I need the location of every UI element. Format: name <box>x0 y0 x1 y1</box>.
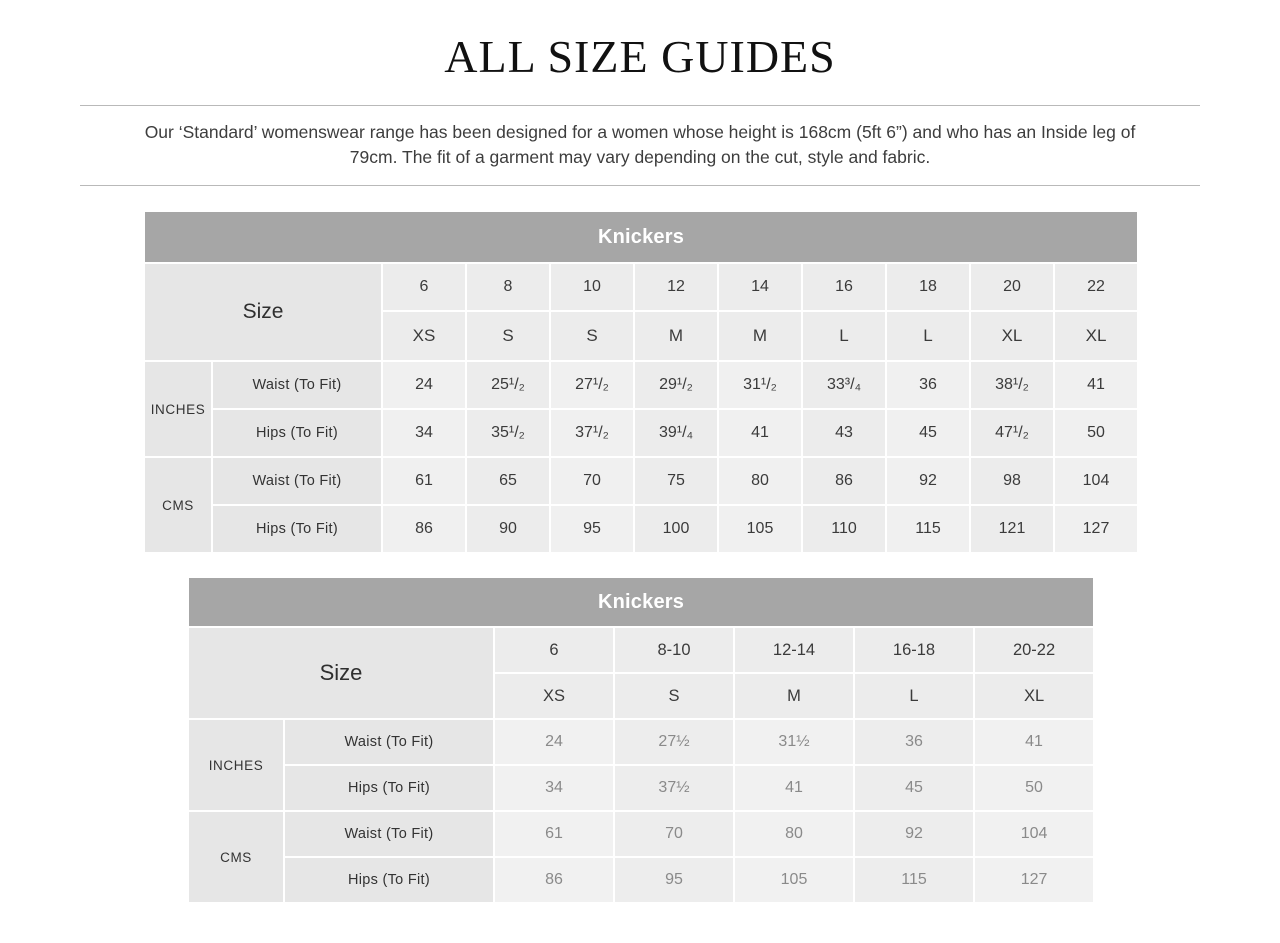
size-guide-page <box>0 32 1280 943</box>
table-2-cell: 115 <box>854 857 974 903</box>
table-1-letter-col: L <box>886 311 970 361</box>
table-1-letter-col: M <box>634 311 718 361</box>
table-1-letter-col: S <box>550 311 634 361</box>
table-1-cell: 86 <box>382 505 466 553</box>
table-1-cell: 121 <box>970 505 1054 553</box>
table-1-cell: 61 <box>382 457 466 505</box>
table-2-cell: 27½ <box>614 719 734 765</box>
table-1-letter-col: XL <box>970 311 1054 361</box>
table-2-unit: INCHES <box>188 719 284 811</box>
table-1-cell: 70 <box>550 457 634 505</box>
table-1-cell: 75 <box>634 457 718 505</box>
table-row <box>188 857 1094 903</box>
table-1-cell: 45 <box>886 409 970 457</box>
table-2-cell: 70 <box>614 811 734 857</box>
size-table-2 <box>187 576 1095 904</box>
table-2-size-col: 16-18 <box>854 627 974 673</box>
table-1-row-label: Waist (To Fit) <box>212 361 382 409</box>
table-1-row-label: Hips (To Fit) <box>212 505 382 553</box>
size-table-1-wrapper <box>143 210 1137 554</box>
table-1-unit: INCHES <box>144 361 212 457</box>
table-1-caption: Knickers <box>144 211 1138 263</box>
table-row <box>188 719 1094 765</box>
size-table-1 <box>143 210 1139 554</box>
table-2-row-label: Hips (To Fit) <box>284 765 494 811</box>
table-1-cell: 29¹/₂ <box>634 361 718 409</box>
table-2-cell: 36 <box>854 719 974 765</box>
table-1-cell: 90 <box>466 505 550 553</box>
table-2-unit: CMS <box>188 811 284 903</box>
table-1-letter-col: L <box>802 311 886 361</box>
table-1-cell: 80 <box>718 457 802 505</box>
table-1-size-label: Size <box>144 263 382 361</box>
table-2-cell: 41 <box>734 765 854 811</box>
table-2-row-label: Waist (To Fit) <box>284 719 494 765</box>
table-1-size-col: 16 <box>802 263 886 311</box>
table-row <box>188 765 1094 811</box>
table-2-letter-col: XS <box>494 673 614 719</box>
table-2-letter-col: L <box>854 673 974 719</box>
table-row <box>144 361 1138 409</box>
table-1-cell: 24 <box>382 361 466 409</box>
table-1-letter-col: XS <box>382 311 466 361</box>
table-2-cell: 31½ <box>734 719 854 765</box>
table-1-cell: 110 <box>802 505 886 553</box>
table-1-unit: CMS <box>144 457 212 553</box>
table-row <box>144 457 1138 505</box>
table-1-cell: 35¹/₂ <box>466 409 550 457</box>
table-1-cell: 38¹/₂ <box>970 361 1054 409</box>
table-2-size-col: 12-14 <box>734 627 854 673</box>
table-2-cell: 41 <box>974 719 1094 765</box>
table-1-cell: 65 <box>466 457 550 505</box>
table-1-cell: 98 <box>970 457 1054 505</box>
table-1-cell: 27¹/₂ <box>550 361 634 409</box>
table-2-letter-col: M <box>734 673 854 719</box>
table-1-size-col: 6 <box>382 263 466 311</box>
table-2-row-label: Hips (To Fit) <box>284 857 494 903</box>
divider-top <box>80 105 1200 106</box>
table-1-size-col: 20 <box>970 263 1054 311</box>
table-1-cell: 43 <box>802 409 886 457</box>
table-1-cell: 95 <box>550 505 634 553</box>
table-1-cell: 50 <box>1054 409 1138 457</box>
table-2-row-label: Waist (To Fit) <box>284 811 494 857</box>
table-2-letter-col: XL <box>974 673 1094 719</box>
table-2-size-col: 8-10 <box>614 627 734 673</box>
table-2-cell: 50 <box>974 765 1094 811</box>
table-2-size-col: 20-22 <box>974 627 1094 673</box>
table-2-size-col: 6 <box>494 627 614 673</box>
intro-paragraph: Our ‘Standard’ womenswear range has been designed for a women whose height is 168cm (5ft 6”) and who has an Inside leg of 79cm. The fit of a garment may vary depending on the cut, style and fabric. <box>144 121 1136 168</box>
table-1-cell: 31¹/₂ <box>718 361 802 409</box>
table-1-cell: 104 <box>1054 457 1138 505</box>
table-1-size-col: 22 <box>1054 263 1138 311</box>
table-2-cell: 61 <box>494 811 614 857</box>
table-1-size-col: 12 <box>634 263 718 311</box>
table-2-letter-col: S <box>614 673 734 719</box>
table-1-cell: 100 <box>634 505 718 553</box>
table-1-row-label: Waist (To Fit) <box>212 457 382 505</box>
table-2-cell: 24 <box>494 719 614 765</box>
table-2-caption: Knickers <box>188 577 1094 627</box>
table-1-size-col: 14 <box>718 263 802 311</box>
table-2-cell: 45 <box>854 765 974 811</box>
table-1-cell: 47¹/₂ <box>970 409 1054 457</box>
table-2-cell: 127 <box>974 857 1094 903</box>
table-1-size-col: 10 <box>550 263 634 311</box>
divider-bottom <box>80 185 1200 186</box>
table-1-cell: 36 <box>886 361 970 409</box>
table-2-cell: 104 <box>974 811 1094 857</box>
table-1-cell: 41 <box>718 409 802 457</box>
table-1-letter-col: S <box>466 311 550 361</box>
table-1-cell: 86 <box>802 457 886 505</box>
table-1-cell: 105 <box>718 505 802 553</box>
table-1-cell: 34 <box>382 409 466 457</box>
table-row <box>144 409 1138 457</box>
table-1-letter-col: XL <box>1054 311 1138 361</box>
table-1-size-col: 18 <box>886 263 970 311</box>
table-2-cell: 34 <box>494 765 614 811</box>
table-1-cell: 37¹/₂ <box>550 409 634 457</box>
table-1-cell: 25¹/₂ <box>466 361 550 409</box>
size-table-2-wrapper <box>187 576 1093 904</box>
table-2-cell: 80 <box>734 811 854 857</box>
table-2-cell: 86 <box>494 857 614 903</box>
table-2-cell: 105 <box>734 857 854 903</box>
table-2-size-label: Size <box>188 627 494 719</box>
table-1-cell: 39¹/₄ <box>634 409 718 457</box>
table-1-cell: 127 <box>1054 505 1138 553</box>
table-2-cell: 92 <box>854 811 974 857</box>
page-title: ALL SIZE GUIDES <box>444 31 836 82</box>
table-1-cell: 41 <box>1054 361 1138 409</box>
table-row <box>144 505 1138 553</box>
table-1-size-col: 8 <box>466 263 550 311</box>
table-2-cell: 95 <box>614 857 734 903</box>
table-2-cell: 37½ <box>614 765 734 811</box>
table-1-cell: 115 <box>886 505 970 553</box>
table-1-cell: 92 <box>886 457 970 505</box>
table-1-cell: 33³/₄ <box>802 361 886 409</box>
table-1-letter-col: M <box>718 311 802 361</box>
table-row <box>188 811 1094 857</box>
table-1-row-label: Hips (To Fit) <box>212 409 382 457</box>
